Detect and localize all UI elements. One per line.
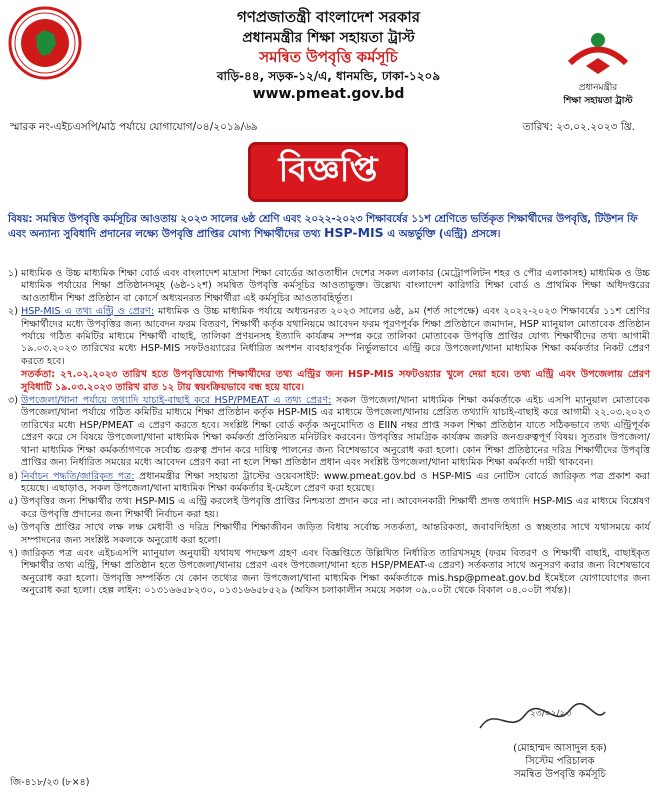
item-lead: উপজেলা/থানা পর্যায়ে তথ্যাদি যাচাই-বাছাই করে HSP/PMEAT এ তথ্য প্রেরণ:	[21, 395, 332, 407]
signature-date: ২৩/০২/২৩	[530, 709, 572, 719]
item-text: উপবৃত্তি প্রাপ্তির সাথে লক্ষ লক্ষ মেধাবী ও দরিদ্র শিক্ষার্থীর শিক্ষাজীবন জড়িত বিধায় সর্বোচ্চ সতর্কতা, আন্তরিকতা, জবাবদিহিতা ও স্বচ্ছতার সাথে যথাসময়ে কার্য সম্পাদনের জন্য সংশ্লিষ্ট সকলকে অনুরোধ করা হলো।	[21, 522, 650, 546]
item-text: সকল উপজেলা/থানা মাধ্যমিক শিক্ষা কর্মকর্তাকে এইচ এসপি ম্যানুয়াল মোতাবেক উপজেলা/থানা পর্যায়ে গঠিত কমিটির মাধ্যমে শিক্ষা প্রতিষ্ঠান কর্তৃক HSP-MIS এর মাধ্যমে উপজেলা/থানায় প্রেরিত তথ্যাদি যাচাই-বাছাই করে আগামী ২২.০৩.২০২৩ তারিখের মধ্যে HSP/PMEAT এ প্রেরণ করতে হবে। সংশ্লিষ্ট শিক্ষা বোর্ড কর্তৃক অনুমোদিত ও EIIN নম্বর প্রাপ্ত সকল শিক্ষা প্রতিষ্ঠান যাতে সঠিকভাবে তথ্য এন্ট্রিপূর্বক প্রেরণ করে সে বিষয়ে উপজেলা/থানা মাধ্যমিক শিক্ষা কর্মকর্তা প্রতিনিয়ত মনিটরিং করবেন। উপবৃত্তির সামগ্রিক কার্যক্রম জরুরি জনগুরুত্বপূর্ণ বিষয়। সুতরাং উপজেলা/থানা মাধ্যমিক শিক্ষা কর্মকর্তাগণকে সর্বোচ্চ গুরুত্ব প্রদান করে দায়িত্ব পালনের জন্য বিশেষভাবে অনুরোধ করা হলো। কোন শিক্ষা প্রতিষ্ঠানের দরিদ্র শিক্ষার্থীদের উপবৃত্তি প্রাপ্তির জন্য নির্ধারিত সময়ের মধ্যে আবেদন প্রেরণ করা না হলে শিক্ষা প্রতিষ্ঠান প্রধান এবং সংশ্লিষ্ট উপজেলা/থানা মাধ্যমিক শিক্ষা কর্মকর্তা দায়ী থাকবেন।	[21, 395, 650, 469]
item-text: জারিকৃত পত্র এবং এইচএসপি ম্যানুয়াল অনুযায়ী যথাযথ পদক্ষেপ গ্রহণ এবং বিজ্ঞপ্তিতে উল্লিখিত নির্ধারিত তারিখসমূহ (ফরম বিতরণ ও শিক্ষার্থী বাছাই, বাছাইকৃত শিক্ষার্থীর তথ্য এন্ট্রি, শিক্ষা প্রতিষ্ঠান হতে উপজেলা/থানায় প্রেরণ এবং উপজেলা/থানা হতে HSP/PMEAT-এ প্রেরণ) সর্তকতার সাথে অনুসরণ করার জন্য বিশেষভাবে অনুরোধ করা হলো। উপবৃত্তি সম্পর্কিত যে কোন তথ্যের জন্য উপজেলা/থানা মাধ্যমিক শিক্ষা কর্মকর্তাকে mis.hsp@pmeat.gov.bd ইমেইলে যোগাযোগের জন্য অনুরোধ করা হলো। হেল্প লাইন: ০১৩১৬৬৫৮২৩০, ০১৩১৬৬৫৮৫২৯ (অফিস চলাকালীন সময়ে সকাল ০৯.০০টা থেকে বিকাল ০৪.০০টা পর্যন্ত)।	[21, 547, 650, 597]
list-item	[8, 548, 650, 598]
subject-tail: এ অন্তর্ভুক্তি (এন্ট্রি) প্রসঙ্গে।	[383, 228, 501, 240]
warning-text: সতর্কতা: ২৭.০২.২০২৩ তারিখ হতে উপবৃত্তিযোগ্য শিক্ষার্থীদের তথ্য এন্ট্রির জন্য HSP-MIS সফটওয়্যার খুলে দেয়া হবে। তথ্য এন্ট্রি এবং উপজেলায় প্রেরণ সুবিধাটি ১৯.০৩.২০২৩ তারিখ রাত ১২ টায় স্বয়ংক্রিয়ভাবে বন্ধ হয়ে যাবে।	[21, 369, 650, 393]
footer-code: জি-৪১৮/২৩ (৮×৪)	[10, 777, 90, 788]
subject-hsp: HSP-MIS	[323, 225, 384, 240]
signatory-name: (মোহাম্মদ আসাদুল হক)	[513, 743, 607, 754]
item-lead: HSP-MIS এ তথ্য এন্ট্রি ও প্রেরণ:	[21, 306, 155, 318]
trust-logo-line2: শিক্ষা সহায়তা ট্রাস্ট	[563, 96, 633, 106]
address: বাড়ি-৪৪, সড়ক-১২/এ, ধানমন্ডি, ঢাকা-১২০৯	[216, 69, 441, 83]
item-number: ৪)	[8, 470, 18, 482]
government-title: গণপ্রজাতন্ত্রী বাংলাদেশ সরকার	[237, 8, 420, 26]
list-item	[8, 306, 650, 368]
signatory-program: সমন্বিত উপবৃত্তি কর্মসূচি	[514, 769, 606, 780]
trust-logo-line1: প্রধানমন্ত্রীর	[578, 83, 618, 93]
item-text: উপবৃত্তির জন্য শিক্ষার্থীর তথ্য HSP-MIS এ এন্ট্রি করলেই উপবৃত্তি প্রাপ্তির নিশ্চয়তা প্রদান করে না। আবেদনকারী শিক্ষার্থী প্রদত্ত তথ্যাদি HSP-MIS এর মাধ্যমে বিশ্লেষণ করে উপবৃত্তি প্রদানের জন্য শিক্ষার্থী নির্বাচন করা হয়।	[21, 496, 650, 520]
item-number: ১)	[8, 268, 18, 279]
item-number: ৬)	[8, 522, 18, 534]
item-lead: নির্বাচন পদ্ধতি/জারিকৃত পত্র:	[21, 470, 135, 482]
item-text: মাধ্যমিক ও উচ্চ মাধ্যমিক পর্যায়ে অধ্যয়নরত ২০২৩ সালের ৬ষ্ঠ, ৯ম (শর্ত সাপেক্ষে) এবং ২০২২-২০২৩ শিক্ষাবর্ষের ১১শ শ্রেণির শিক্ষার্থীদের মধ্যে উপবৃত্তির জন্য আবেদন ফরম বিতরণ, শিক্ষার্থী কর্তৃক যথানিয়মে আবেদন ফরম পূরণপূর্বক শিক্ষা প্রতিষ্ঠানে জমাদান, HSP ম্যানুয়াল মোতাবেক প্রতিষ্ঠান পর্যায়ে গঠিত কমিটির মাধ্যমে শিক্ষার্থী বাছাই, তালিকা প্রণয়নসহ ইত্যাদি কার্যক্রম সম্পন্ন করে তালিকা মোতাবেক উপবৃত্তি প্রাপ্তির যোগ্য শিক্ষার্থীদের তথ্য আগামী ১৯.০৩.২০২৩ তারিখের মধ্যে HSP-MIS সফটওয়্যারের নির্ধারিত অপশন ব্যবহারপূর্বক নির্ভুলভাবে এন্ট্রি করে উপজেলা/থানা মাধ্যমিক শিক্ষা কর্মকর্তার নিকট প্রেরণ করতে হবে।	[21, 306, 650, 367]
memo-number: স্মারক নং-এইচএসপি/মাঠ পর্যায়ে যোগাযোগ/০৪/২০১৯/৬৯	[10, 121, 258, 133]
list-item	[8, 496, 650, 521]
item-number: ৭)	[8, 547, 18, 559]
item-text: প্রধানমন্ত্রীর শিক্ষা সহায়তা ট্রাস্টের ওয়েবসাইট: www.pmeat.gov.bd ও HSP-MIS এর নোটিস বোর্ডে জারিকৃত পত্র প্রকাশ করা হয়েছে। এছাড়াও, সকল উপজেলা/থানা মাধ্যমিক শিক্ষা কর্মকর্তার ই-মেইলে প্রেরণ করা হয়েছে।	[21, 470, 650, 494]
list-item	[8, 522, 650, 547]
notice-items	[8, 268, 650, 599]
subject-text: বিষয়: সমন্বিত উপবৃত্তি কর্মসূচির আওতায় ২০২৩ সালের ৬ষ্ঠ শ্রেণি এবং ২০২২-২০২৩ শিক্ষাবর্ষের ১১শ শ্রেণিতে ভর্তিকৃত শিক্ষার্থীদের উপবৃত্তি, টিউশন ফি এবং অন্যান্য সুবিধাদি প্রদানের লক্ষ্যে উপবৃত্তি প্রাপ্তির যোগ্য শিক্ষার্থীদের তথ্য	[8, 213, 638, 240]
website[interactable]: www.pmeat.gov.bd	[252, 86, 405, 102]
signature	[470, 700, 610, 738]
signatory-title: সিস্টেম পরিচালক	[525, 756, 595, 767]
list-item	[8, 471, 650, 496]
trust-title: প্রধানমন্ত্রীর শিক্ষা সহায়তা ট্রাস্ট	[242, 30, 415, 46]
program-title: সমন্বিত উপবৃত্তি কর্মসূচি	[259, 48, 398, 66]
list-item	[8, 395, 650, 469]
item-number: ৩)	[8, 395, 18, 407]
item-number: ২)	[8, 306, 18, 318]
item-text: মাধ্যমিক ও উচ্চ মাধ্যমিক শিক্ষা বোর্ড এবং বাংলাদেশ মাদ্রাসা শিক্ষা বোর্ডের আওতাধীন দেশের সকল এলাকার (মেট্রোপলিটন শহর ও পৌর এলাকাসহ) মাধ্যমিক ও উচ্চ মাধ্যমিক পর্যায়ের শিক্ষা প্রতিষ্ঠানসমূহ (৬ষ্ঠ-১২শ) সমন্বিত উপবৃত্তি কর্মসূচির আওতাভুক্ত। উল্লেখ্য বাংলাদেশ কারিগরি শিক্ষা বোর্ড ও প্রাথমিক শিক্ষা অধিদপ্তরের আওতাধীন শিক্ষা প্রতিষ্ঠান বা কোর্সে অধ্যয়নরত শিক্ষার্থীরা এই কর্মসূচির আওতাবহির্ভূত।	[21, 268, 650, 304]
signatory	[470, 742, 650, 781]
notice-banner: বিজ্ঞপ্তি	[248, 142, 408, 202]
memo-date: তারিখ: ২৩.০২.২০২৩ খ্রি.	[522, 121, 635, 133]
item-number: ৫)	[8, 496, 18, 508]
subject	[8, 212, 648, 241]
list-item	[8, 268, 650, 305]
